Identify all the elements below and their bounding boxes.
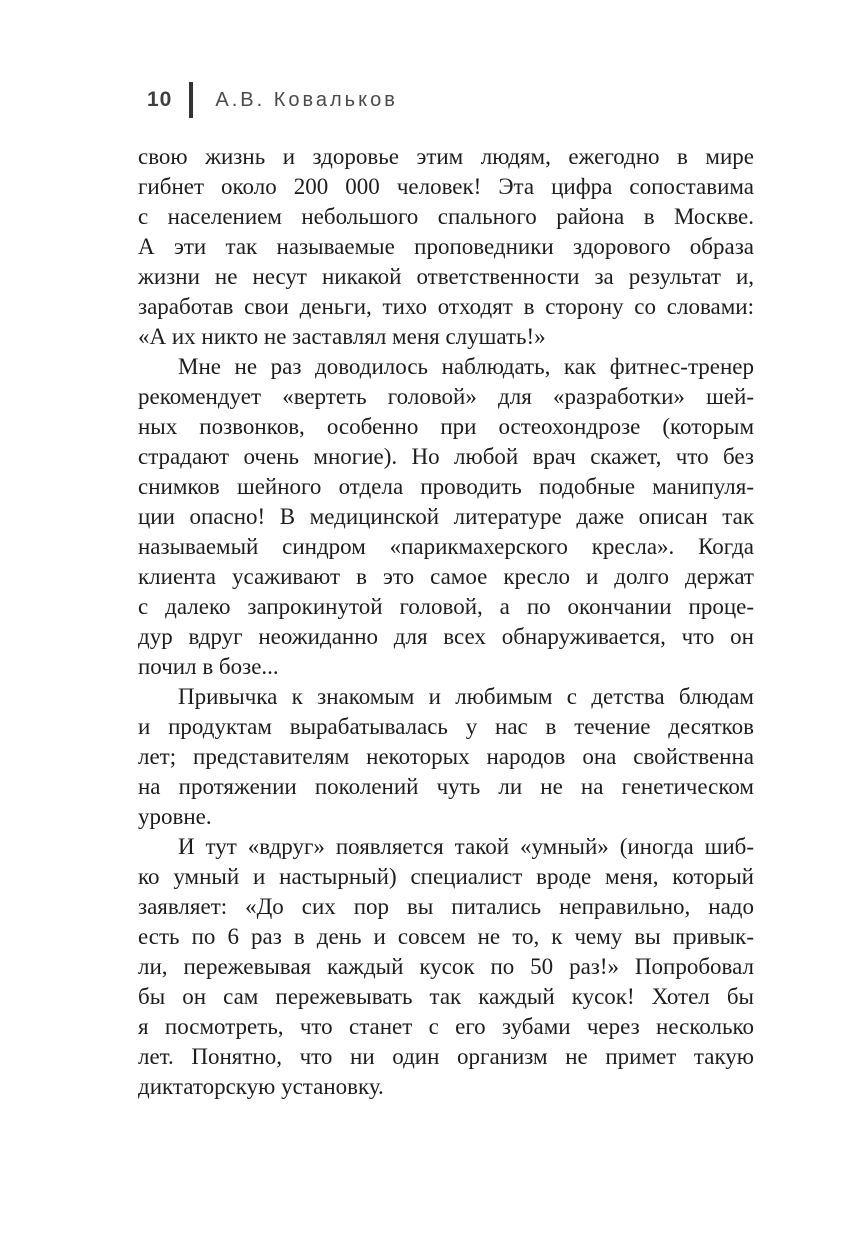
text-line: и продуктам вырабатывалась у нас в течение десятков (138, 714, 754, 739)
header-divider-bar (189, 82, 193, 118)
page-header (147, 82, 398, 118)
text-line: ли, пережевывая каждый кусок по 50 раз!» Попробовал (138, 954, 754, 979)
text-line: с далеко запрокинутой головой, а по окончании проце- (138, 594, 754, 619)
paragraph (138, 352, 754, 682)
text-line: ко умный и настырный) специалист вроде меня, который (138, 864, 754, 889)
text-line: Привычка к знакомым и любимым с детства блюдам (178, 684, 754, 709)
text-line: есть по 6 раз в день и совсем не то, к чему вы привык- (138, 924, 754, 949)
text-line: заявляет: «До сих пор вы питались неправильно, надо (138, 894, 754, 919)
text-line: страдают очень многие). Но любой врач скажет, что без (138, 444, 754, 469)
text-line: гибнет около 200 000 человек! Эта цифра сопоставима (138, 174, 754, 199)
text-line: А эти так называемые проповедники здорового образа (138, 234, 754, 259)
text-line: называемый синдром «парикмахерского кресла». Когда (138, 534, 754, 559)
text-line: ных позвонков, особенно при остеохондрозе (которым (138, 414, 754, 439)
text-line: заработав свои деньги, тихо отходят в сторону со словами: (138, 294, 754, 319)
text-line: И тут «вдруг» появляется такой «умный» (иногда шиб- (178, 834, 754, 859)
text-line: на протяжении поколений чуть ли не на генетическом (138, 774, 754, 799)
text-line: снимков шейного отдела проводить подобные манипуля- (138, 474, 754, 499)
text-line: бы он сам пережевывать так каждый кусок! Хотел бы (138, 984, 754, 1009)
text-line: с населением небольшого спального района в Москве. (138, 204, 754, 229)
paragraph (138, 142, 754, 352)
page-body (138, 142, 754, 1102)
text-line: уровне. (138, 804, 212, 829)
page-number: 10 (147, 88, 173, 111)
text-line: «А их никто не заставлял меня слушать!» (138, 324, 546, 349)
text-line: лет. Понятно, что ни один организм не примет такую (138, 1044, 754, 1069)
text-line: ции опасно! В медицинской литературе даже описан так (138, 504, 754, 529)
text-line: жизни не несут никакой ответственности за результат и, (138, 264, 754, 289)
running-author-name: А.В. Ковальков (215, 88, 398, 111)
text-line: рекомендует «вертеть головой» для «разработки» шей- (138, 384, 754, 409)
paragraph (138, 682, 754, 832)
text-line: свою жизнь и здоровье этим людям, ежегодно в мире (138, 144, 754, 169)
text-line: дур вдруг неожиданно для всех обнаруживается, что он (138, 624, 754, 649)
text-line: я посмотреть, что станет с его зубами через несколько (138, 1014, 754, 1039)
text-line: почил в бозе... (138, 654, 279, 679)
text-line: лет; представителям некоторых народов она свойственна (138, 744, 754, 769)
paragraph (138, 832, 754, 1102)
text-line: Мне не раз доводилось наблюдать, как фитнес-тренер (178, 354, 754, 379)
text-line: клиента усаживают в это самое кресло и долго держат (138, 564, 754, 589)
text-line: диктаторскую установку. (138, 1074, 384, 1099)
